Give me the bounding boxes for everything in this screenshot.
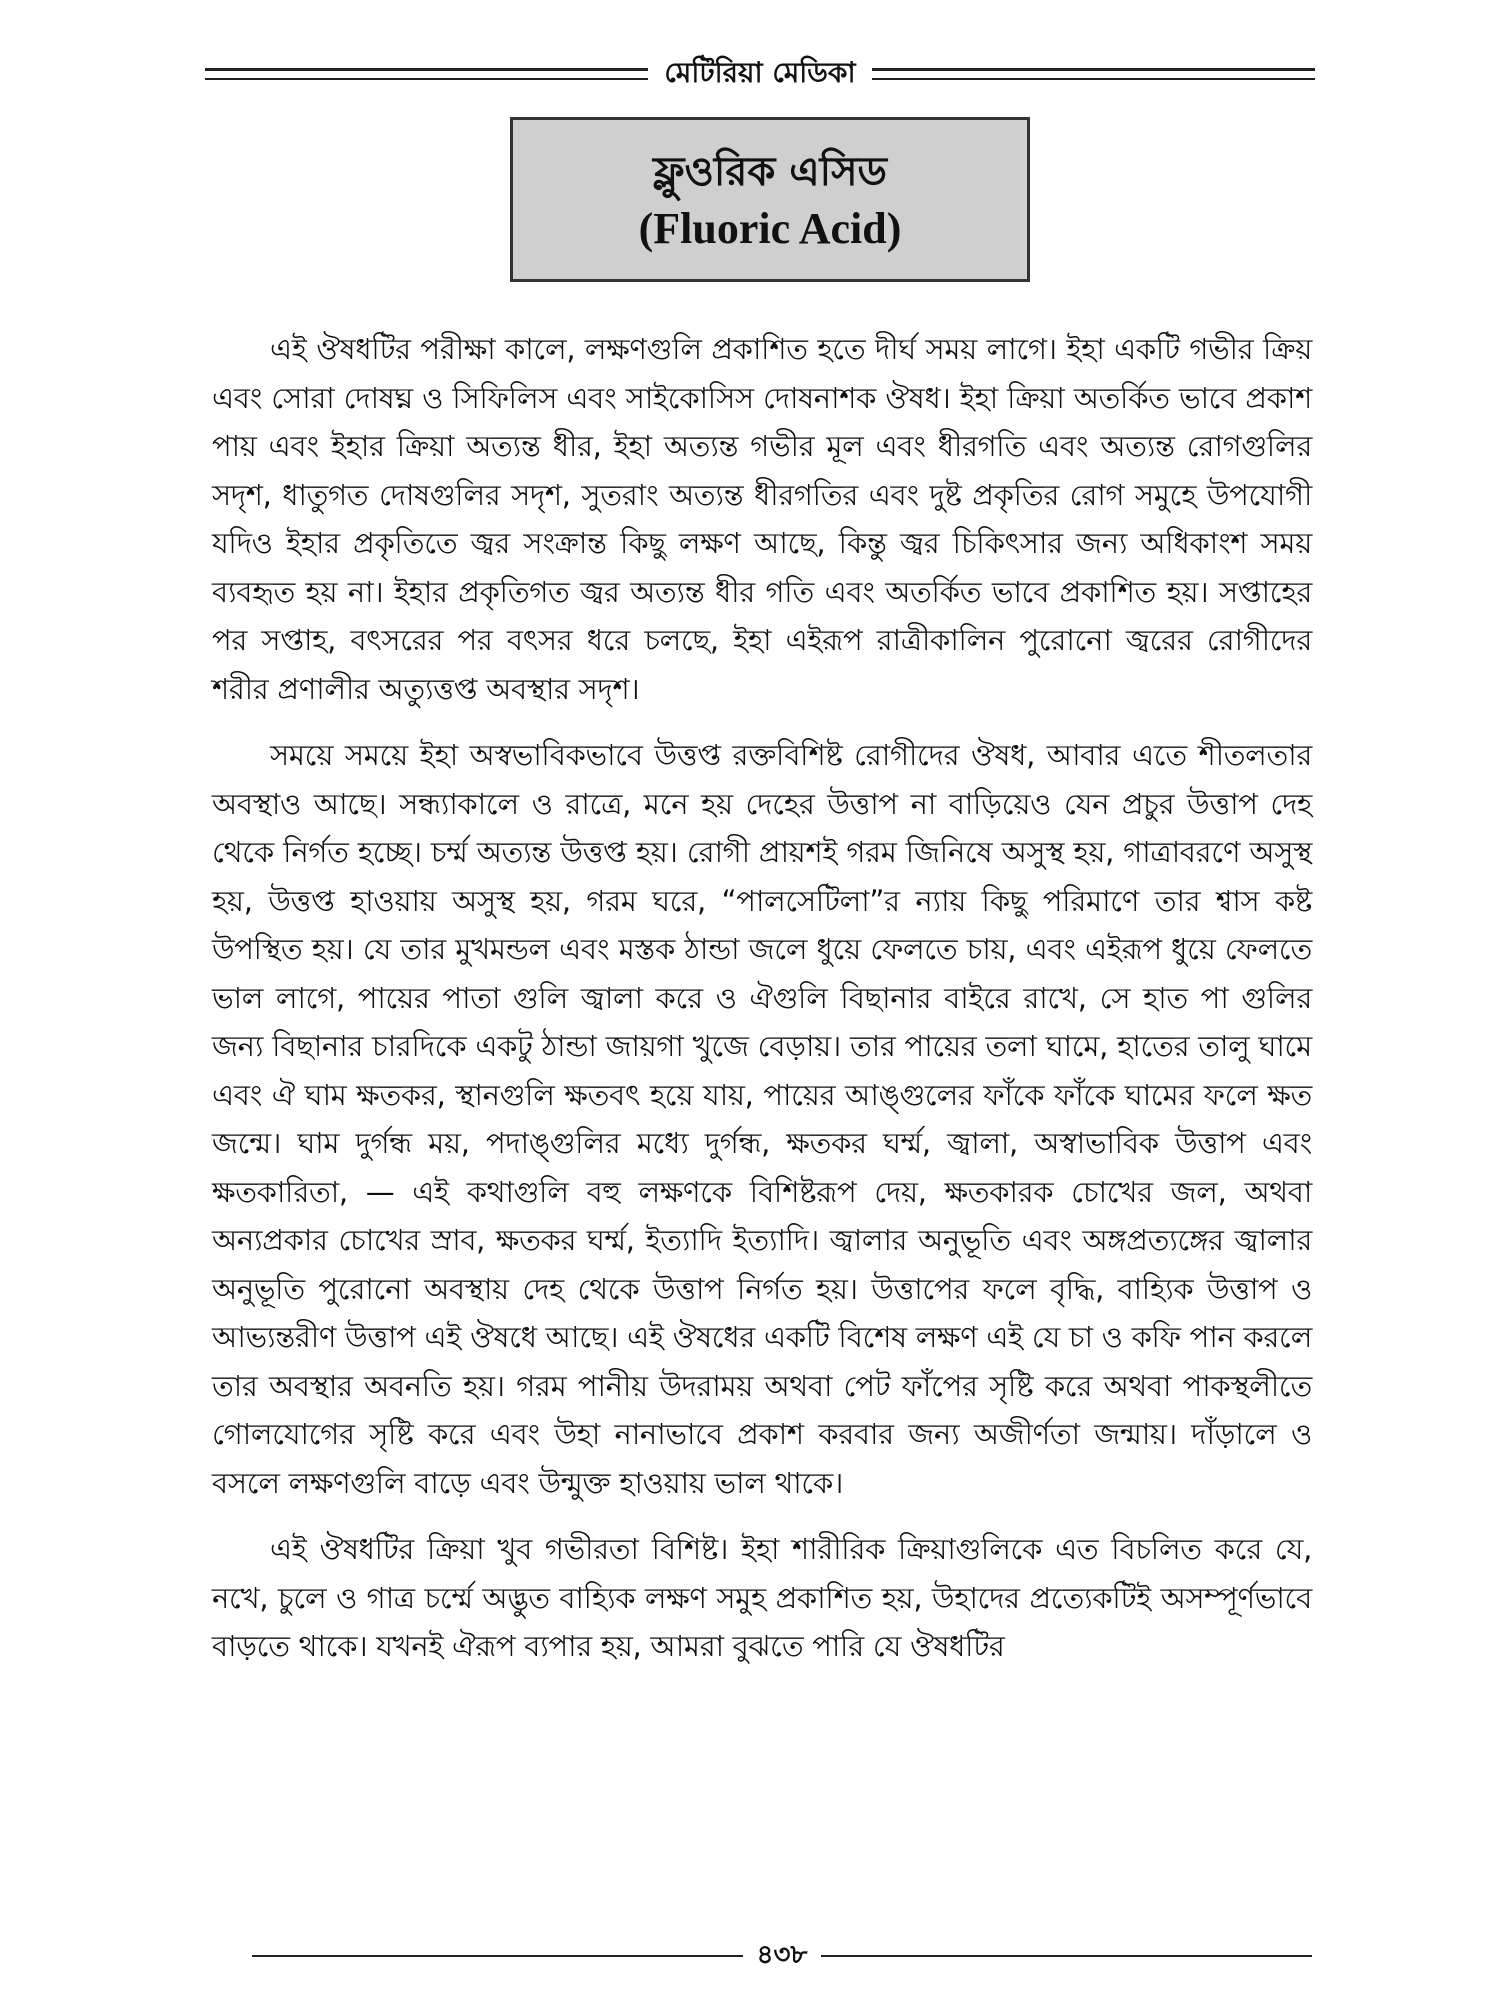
header-rule-right xyxy=(872,68,1315,80)
page-footer xyxy=(252,1938,1312,1974)
page-number: ৪৩৮ xyxy=(756,1940,808,1970)
running-header xyxy=(205,52,1315,96)
remedy-title-english: (Fluoric Acid) xyxy=(638,203,902,253)
remedy-title-bengali: ফ্লুওরিক এসিড xyxy=(652,148,887,195)
paragraph-1: এই ঔষধটির পরীক্ষা কালে, লক্ষণগুলি প্রকাশিত হতে দীর্ঘ সময় লাগে। ইহা একটি গভীর ক্রিয় এবং সোরা দোষঘ্ন ও সিফিলিস এবং সাইকোসিস দোষনাশক ঔষধ। ইহা ক্রিয়া অতর্কিত ভাবে প্রকাশ পায় এবং ইহার ক্রিয়া অত্যন্ত ধীর, ইহা অত্যন্ত গভীর মূল এবং ধীরগতি এবং অত্যন্ত রোগগুলির সদৃশ, ধাতুগত দোষগুলির সদৃশ, সুতরাং অত্যন্ত ধীরগতির এবং দুষ্ট প্রকৃতির রোগ সমুহে উপযোগী যদিও ইহার প্রকৃতিতে জ্বর সংক্রান্ত কিছু লক্ষণ আছে, কিন্তু জ্বর চিকিৎসার জন্য অধিকাংশ সময় ব্যবহৃত হয় না। ইহার প্রকৃতিগত জ্বর অত্যন্ত ধীর গতি এবং অতর্কিত ভাবে প্রকাশিত হয়। সপ্তাহের পর সপ্তাহ, বৎসরের পর বৎসর ধরে চলছে, ইহা এইরূপ রাত্রীকালিন পুরোনো জ্বরের রোগীদের শরীর প্রণালীর অত্যুত্তপ্ত অবস্থার সদৃশ। xyxy=(212,332,1312,706)
body-text xyxy=(212,325,1312,1689)
remedy-title-box xyxy=(510,117,1030,282)
header-rule-left xyxy=(205,68,648,80)
footer-rule-left xyxy=(252,1955,743,1957)
paragraph-2: সময়ে সময়ে ইহা অস্বভাবিকভাবে উত্তপ্ত রক্তবিশিষ্ট রোগীদের ঔষধ, আবার এতে শীতলতার অবস্থাও আছে। সন্ধ্যাকালে ও রাত্রে, মনে হয় দেহের উত্তাপ না বাড়িয়েও যেন প্রচুর উত্তাপ দেহ থেকে নির্গত হচ্ছে। চর্ম্ম অত্যন্ত উত্তপ্ত হয়। রোগী প্রায়শই গরম জিনিষে অসুস্থ হয়, গাত্রাবরণে অসুস্থ হয়, উত্তপ্ত হাওয়ায় অসুস্থ হয়, গরম ঘরে, “পালসেটিলা”র ন্যায় কিছু পরিমাণে তার শ্বাস কষ্ট উপস্থিত হয়। যে তার মুখমন্ডল এবং মস্তক ঠান্ডা জলে ধুয়ে ফেলতে চায়, এবং এইরূপ ধুয়ে ফেলতে ভাল লাগে, পায়ের পাতা গুলি জ্বালা করে ও ঐগুলি বিছানার বাইরে রাখে, সে হাত পা গুলির জন্য বিছানার চারদিকে একটু ঠান্ডা জায়গা খুজে বেড়ায়। তার পায়ের তলা ঘামে, হাতের তালু ঘামে এবং ঐ ঘাম ক্ষতকর, স্থানগুলি ক্ষতবৎ হয়ে যায়, পায়ের আঙ্গুলের ফাঁকে ফাঁকে ঘামের ফলে ক্ষত জন্মে। ঘাম দুর্গন্ধ ময়, পদাঙ্গুলির মধ্যে দুর্গন্ধ, ক্ষতকর ঘর্ম্ম, জ্বালা, অস্বাভাবিক উত্তাপ এবং ক্ষতকারিতা, — এই কথাগুলি বহু লক্ষণকে বিশিষ্টরূপ দেয়, ক্ষতকারক চোখের জল, অথবা অন্যপ্রকার চোখের স্রাব, ক্ষতকর ঘর্ম্ম, ইত্যাদি ইত্যাদি। জ্বালার অনুভূতি এবং অঙ্গপ্রত্যঙ্গের জ্বালার অনুভূতি পুরোনো অবস্থায় দেহ থেকে উত্তাপ নির্গত হয়। উত্তাপের ফলে বৃদ্ধি, বাহ্যিক উত্তাপ ও আভ্যন্তরীণ উত্তাপ এই ঔষধে আছে। এই ঔষধের একটি বিশেষ লক্ষণ এই যে চা ও কফি পান করলে তার অবস্থার অবনতি হয়। গরম পানীয় উদরাময় অথবা পেট ফাঁপের সৃষ্টি করে অথবা পাকস্থলীতে গোলযোগের সৃষ্টি করে এবং উহা নানাভাবে প্রকাশ করবার জন্য অজীর্ণতা জন্মায়। দাঁড়ালে ও বসলে লক্ষণগুলি বাড়ে এবং উন্মুক্ত হাওয়ায় ভাল থাকে। xyxy=(212,738,1312,1500)
footer-rule-right xyxy=(821,1955,1312,1957)
paragraph-3: এই ঔষধটির ক্রিয়া খুব গভীরতা বিশিষ্ট। ইহা শারীরিক ক্রিয়াগুলিকে এত বিচলিত করে যে, নখে, চুলে ও গাত্র চর্ম্মে অদ্ভুত বাহ্যিক লক্ষণ সমুহ প্রকাশিত হয়, উহাদের প্রত্যেকটিই অসম্পূর্ণভাবে বাড়তে থাকে। যখনই ঐরূপ ব্যপার হয়, আমরা বুঝতে পারি যে ঔষধটির xyxy=(212,1532,1312,1663)
running-title: মেটিরিয়া মেডিকা xyxy=(664,55,856,89)
